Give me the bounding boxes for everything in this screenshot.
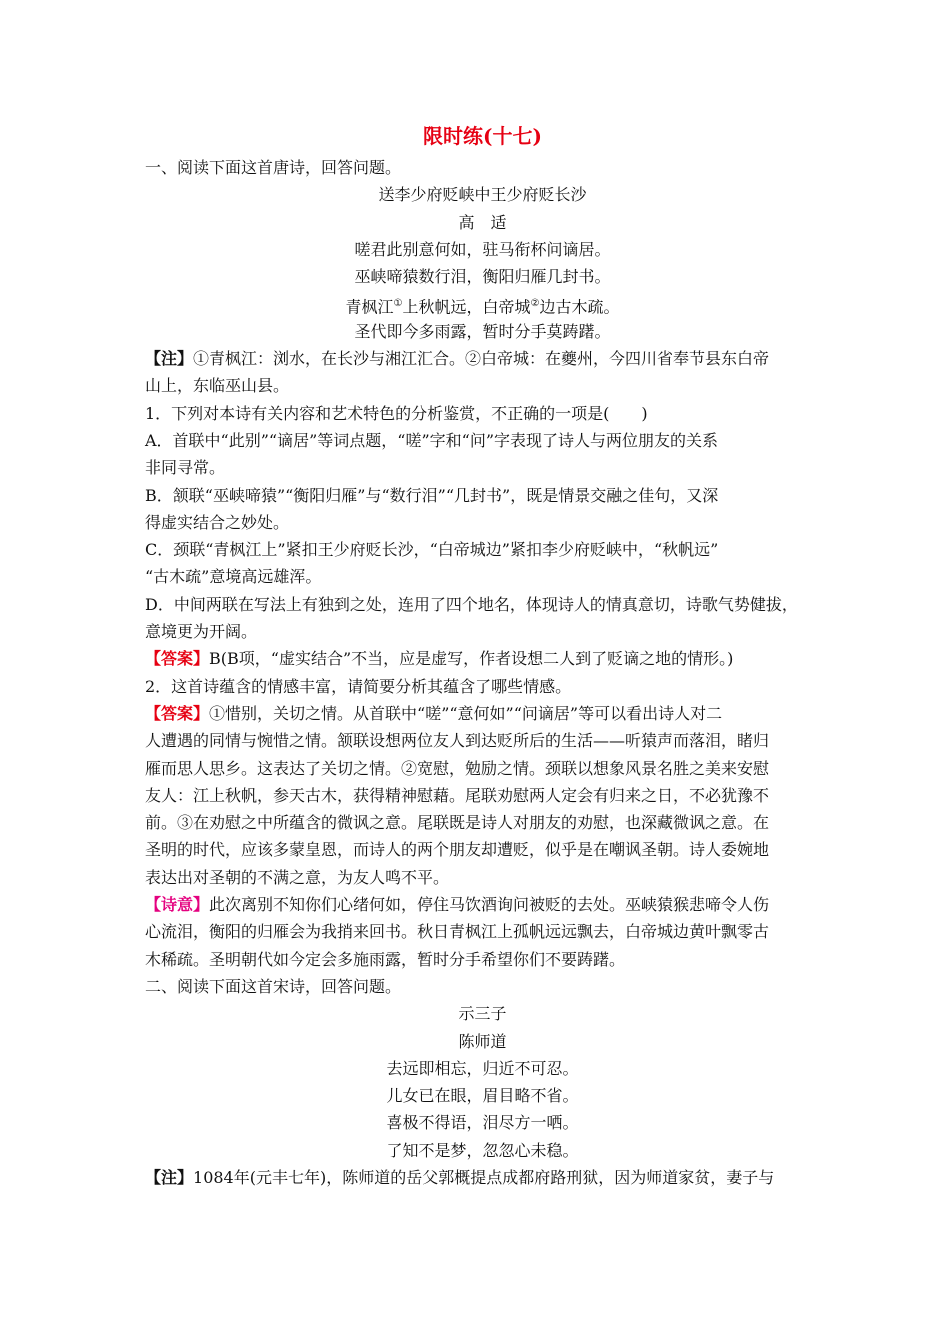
- poem-2-author: 陈师道: [458, 1031, 507, 1051]
- poem-text: 边古木疏。: [539, 297, 620, 317]
- page-title: 限时练(十七): [423, 124, 542, 148]
- poem-2-line-3: 喜极不得语，泪尽方一哂。: [386, 1113, 579, 1133]
- question-1: 1．下列对本诗有关内容和艺术特色的分析鉴赏，不正确的一项是( ): [145, 403, 648, 423]
- footnote-marker: ①: [393, 298, 403, 310]
- answer-2-line: 友人：江上秋帆，参天古木，获得精神慰藉。尾联劝慰两人定会有归来之日，不必犹豫不: [145, 785, 770, 805]
- note-text: 1084年(元丰七年)，陈师道的岳父郭概提点成都府路刑狱，因为师道家贫，妻子与: [193, 1167, 775, 1187]
- option-b-cont: 得虚实结合之妙处。: [145, 512, 290, 532]
- poem-meaning: [145, 891, 820, 918]
- answer-text: ①惜别，关切之情。从首联中“嗟”“意何如”“问谪居”等可以看出诗人对二: [209, 703, 723, 723]
- poem-2-line-2: 儿女已在眼，眉目略不省。: [386, 1086, 579, 1106]
- answer-text: B(B项，“虚实结合”不当，应是虚写，作者设想二人到了贬谪之地的情形。): [209, 649, 734, 669]
- poem-1-title: 送李少府贬峡中王少府贬长沙: [378, 185, 587, 205]
- option-d-cont: 意境更为开阔。: [145, 622, 258, 642]
- section-2-intro: 二、阅读下面这首宋诗，回答问题。: [145, 976, 402, 996]
- poem-1-author: 高 适: [458, 212, 507, 232]
- note-tag: 【注】: [145, 1167, 194, 1187]
- option-b: B．颔联“巫峡啼猿”“衡阳归雁”与“数行泪”“几封书”，既是情景交融之佳句，又深: [145, 485, 719, 505]
- question-2: 2．这首诗蕴含的情感丰富，请简要分析其蕴含了哪些情感。: [145, 676, 572, 696]
- option-a: A．首联中“此别”“谪居”等词点题，“嗟”字和“问”字表现了诗人与两位朋友的关系: [145, 430, 718, 450]
- answer-tag: 【答案】: [145, 703, 210, 723]
- answer-2-line: 表达出对圣朝的不满之意，为友人鸣不平。: [145, 867, 450, 887]
- poem-1-note-cont: 山上，东临巫山县。: [145, 376, 290, 396]
- meaning-tag: 【诗意】: [145, 895, 210, 915]
- note-tag: 【注】: [145, 349, 194, 369]
- poem-meaning-line: 心流泪，衡阳的归雁会为我捎来回书。秋日青枫江上孤帆远远飘去，白帝城边黄叶飘零古: [145, 922, 770, 942]
- answer-2: [145, 700, 820, 727]
- poem-text: 青枫江: [345, 297, 394, 317]
- meaning-text: 此次离别不知你们心绪何如，停住马饮酒询问被贬的去处。巫峡猿猴悲啼令人伤: [209, 895, 770, 915]
- poem-meaning-line: 木稀疏。圣明朝代如今定会多施雨露，暂时分手希望你们不要踌躇。: [145, 949, 626, 969]
- poem-1-line-4: 圣代即今多雨露，暂时分手莫踌躇。: [354, 321, 611, 341]
- poem-2-note: [145, 1164, 820, 1191]
- poem-2-line-1: 去远即相忘，归近不可忍。: [386, 1058, 579, 1078]
- note-text: ①青枫江：浏水，在长沙与湘江汇合。②白帝城：在夔州，今四川省奉节县东白帝: [193, 349, 770, 369]
- option-a-cont: 非同寻常。: [145, 458, 226, 478]
- answer-2-line: 雁而思人思乡。这表达了关切之情。②宽慰，勉励之情。颈联以想象风景名胜之美来安慰: [145, 758, 770, 778]
- footnote-marker: ②: [530, 298, 540, 310]
- poem-1-note: [145, 345, 820, 372]
- option-c-cont: “古木疏”意境高远雄浑。: [145, 567, 322, 587]
- section-1-intro: 一、阅读下面这首唐诗，回答问题。: [145, 158, 402, 177]
- poem-2-title: 示三子: [458, 1004, 507, 1024]
- option-c: C．颈联“青枫江上”紧扣王少府贬长沙，“白帝城边”紧扣李少府贬峡中，“秋帆远”: [145, 540, 719, 560]
- answer-2-line: 圣明的时代，应该多蒙皇恩，而诗人的两个朋友却遭贬，似乎是在嘲讽圣朝。诗人委婉地: [145, 840, 770, 860]
- poem-text: 上秋帆远，白帝城: [402, 297, 531, 317]
- poem-1-line-3: [145, 290, 820, 317]
- poem-1-line-1: 嗟君此别意何如，驻马衔杯问谪居。: [354, 239, 611, 259]
- answer-1: [145, 645, 820, 672]
- answer-tag: 【答案】: [145, 649, 210, 669]
- answer-2-line: 人遭遇的同情与惋惜之情。颔联设想两位友人到达贬所后的生活——听猿声而落泪，睹归: [145, 731, 770, 751]
- poem-2-line-4: 了知不是梦，忽忽心未稳。: [386, 1140, 579, 1160]
- option-d: D．中间两联在写法上有独到之处，连用了四个地名，体现诗人的情真意切，诗歌气势健拔，: [145, 594, 798, 614]
- document-page: [145, 118, 820, 1191]
- poem-1-line-2: 巫峡啼猿数行泪，衡阳归雁几封书。: [354, 267, 611, 287]
- answer-2-line: 前。③在劝慰之中所蕴含的微讽之意。尾联既是诗人对朋友的劝慰，也深藏微讽之意。在: [145, 813, 770, 833]
